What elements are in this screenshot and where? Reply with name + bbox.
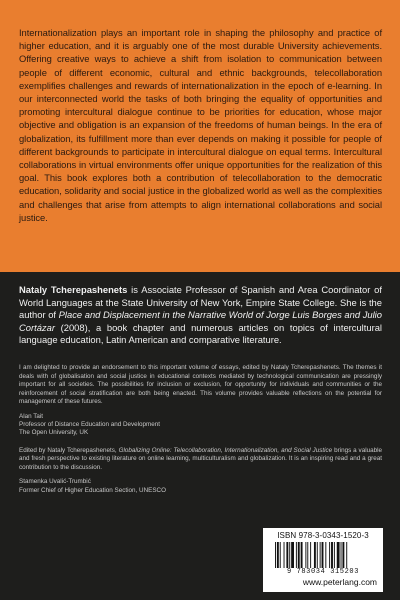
blurb-text: Internationalization plays an important role in shaping the philosophy and practice of higher education, and it is arguably one of the most durable University achievements. Offering creative ways to achieve a shift from isolation to communication between people of different economic, cultural and ethnic backgrounds, telecollaboration exemplifies challenges and rewards of internationalization in the epoch of e-learning. In our interconnected world the tasks of both bringing the equality of opportunities and promoting intercultural dialogue continue to be priorities for education, whose major objective and obligation is an expansion of the freedoms of human beings. In the era of globalization, its fulfillment more than ever depends on making it possible for people of different backgrounds to participate in intercultural dialogue on equal terms. Intercultural collaborations in virtual environments offer unique opportunities for the realization of this goal. This book explores both a contribution of telecollaboration to the democratic education, solidarity and social justice in the globalized world as well as the complexities and challenges that arise from attempts to align international collaborations and social justice. (19, 27, 382, 223)
barcode-stripe (325, 542, 326, 568)
barcode-stripe (320, 542, 321, 568)
review-2-text (19, 447, 382, 473)
barcode-number: 9 783034 315203 (286, 568, 359, 576)
barcode-stripe (310, 542, 311, 568)
review-1-org: The Open University, UK (19, 429, 89, 437)
barcode-stripe (341, 542, 342, 568)
isbn-label: ISBN 978-3-0343-1520-3 (277, 531, 369, 540)
review-1-role: Professor of Distance Education and Development (19, 421, 161, 429)
barcode-stripe (334, 542, 335, 568)
barcode-stripe (314, 542, 316, 568)
review-1-name: Alan Tait (19, 412, 44, 420)
barcode-stripe (307, 542, 308, 568)
barcode-stripe (275, 542, 276, 568)
barcode-stripe (277, 542, 279, 568)
barcode-stripe (329, 542, 330, 568)
author-name: Nataly Tcherepashenets (19, 284, 128, 295)
barcode-stripe (280, 542, 281, 568)
review-2-name: Stamenka Uvalić-Trumbić (19, 478, 91, 486)
barcode-stripe (337, 542, 340, 568)
review-1-text: I am delighted to provide an endorsement to this important volume of essays, edited by Nataly Tcherepashenets. The themes it deals with of globalisation and social justice in educational contexts mediated by technological communication are pressingly important for all societies. The possibilities for inclusion or exclusion, for opportunity for individuals and communities or the reinforcement of social stratification are both being enacted. This volume provides valuable reflections on the potential for management of these futures. (19, 364, 382, 406)
barcode-stripe (346, 542, 347, 568)
barcode-stripe (342, 542, 344, 568)
barcode-stripe (322, 542, 324, 568)
barcode-stripe (317, 542, 318, 568)
author-bio-part-1: is Associate Professor of Spanish and Area Coordinator of World Languages at the State University of New York, Empire State College. She is the author of (19, 284, 382, 321)
reviews (0, 364, 400, 495)
author-bio (0, 272, 400, 356)
author-book-title: Place and Displacement in the Narrative World of Jorge Luis Borges and Julio Cortázar (19, 309, 382, 333)
barcode-stripe (301, 542, 303, 568)
review-2-lead: Edited by Nataly Tcherepashenets, (19, 446, 119, 454)
barcode-stripe (284, 542, 285, 568)
review-2-book-title: Globalizing Online: Telecollaboration, Internationalization, and Social Justice (118, 446, 333, 454)
barcode-stripe (291, 542, 294, 568)
author-bio-text (19, 284, 382, 347)
barcode-stripe (331, 542, 333, 568)
barcode-box (263, 528, 383, 592)
barcode-icon (273, 542, 373, 568)
barcode-stripe (289, 542, 290, 568)
barcode-stripe (286, 542, 288, 568)
publisher-url: www.peterlang.com (302, 577, 377, 587)
barcode-stripe (296, 542, 297, 568)
author-bio-part-2: (2008), a book chapter and numerous articles on topics of intercultural language education, Latin American and comparative literature. (19, 321, 382, 346)
review-2-body: brings a valuable and fresh perspective to existing literature on online learning, multiculturalism and globalization. It is an inspiring read and a great contribution to the discussion. (19, 446, 382, 471)
barcode-stripe (305, 542, 306, 568)
blurb-panel (0, 0, 400, 272)
review-2-role: Former Chief of Higher Education Section, UNESCO (19, 486, 166, 494)
barcode-stripe (298, 542, 300, 568)
